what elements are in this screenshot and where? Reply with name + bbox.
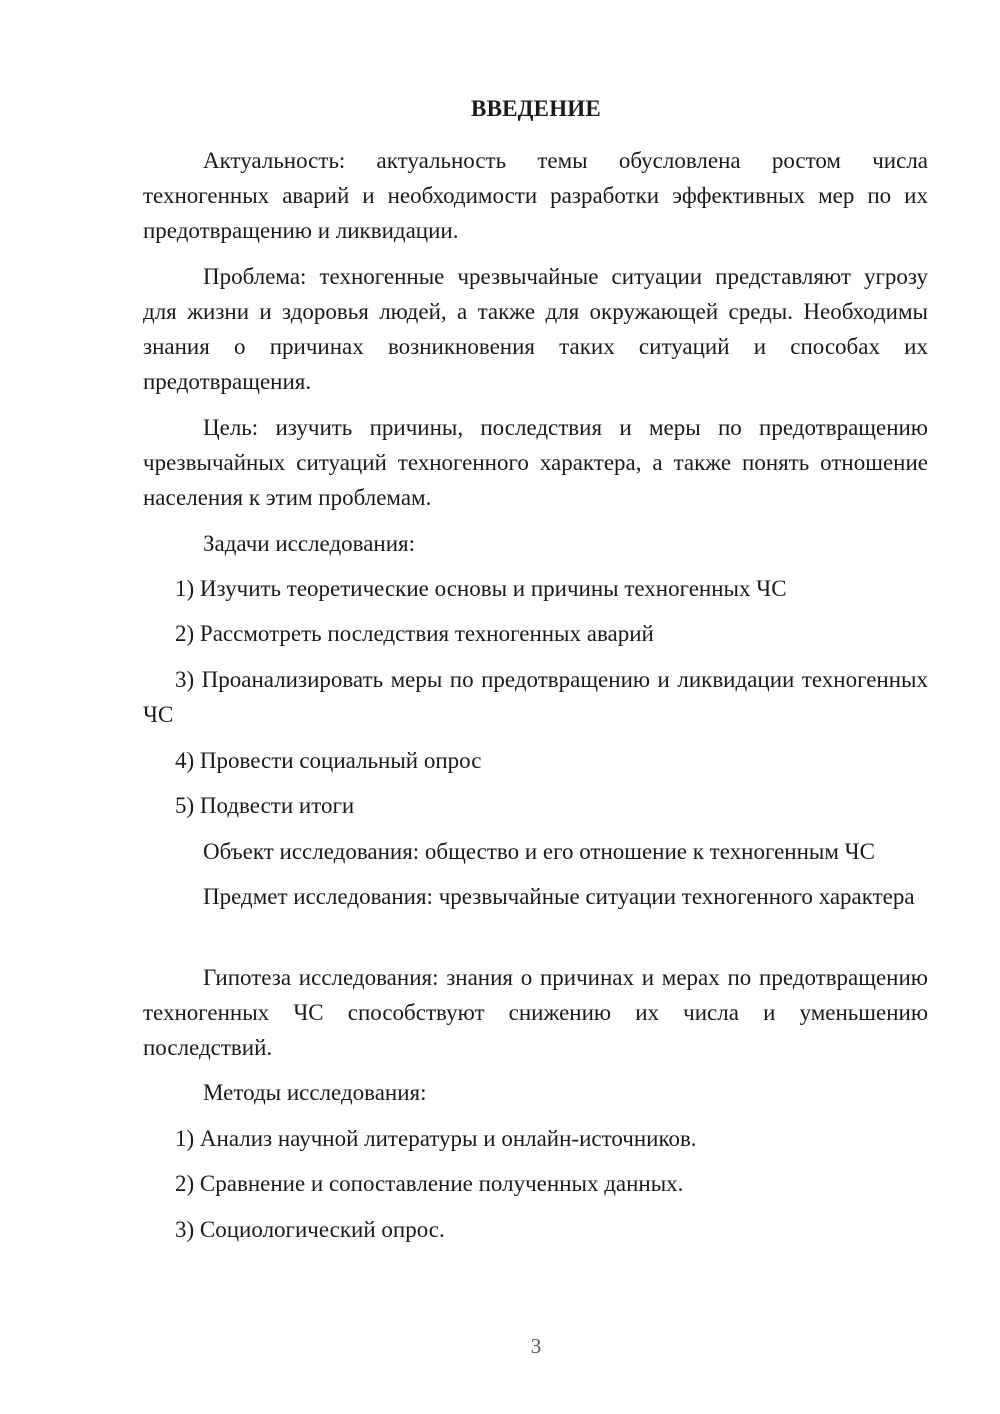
method-item-2: 2) Сравнение и сопоставление полученных данных.: [175, 1171, 684, 1196]
goal-paragraph: Цель: изучить причины, последствия и меры по предотвращению чрезвычайных ситуаций техногенного характера, а также понять отношение населения к этим проблемам.: [143, 415, 928, 510]
task-item-2: 2) Рассмотреть последствия техногенных аварий: [175, 621, 654, 646]
task-item-4: 4) Провести социальный опрос: [175, 748, 482, 773]
tasks-heading: Задачи исследования:: [203, 531, 416, 556]
task-item-1: 1) Изучить теоретические основы и причины техногенных ЧС: [175, 576, 787, 601]
subject-paragraph: Предмет исследования: чрезвычайные ситуации техногенного характера: [203, 884, 915, 909]
method-item-3: 3) Социологический опрос.: [175, 1217, 445, 1242]
methods-heading: Методы исследования:: [203, 1080, 427, 1105]
task-item-3: 3) Проанализировать меры по предотвращению и ликвидации техногенных ЧС: [143, 667, 928, 727]
method-item-1: 1) Анализ научной литературы и онлайн-источников.: [175, 1126, 697, 1151]
hypothesis-paragraph: Гипотеза исследования: знания о причинах и мерах по предотвращению техногенных ЧС способствуют снижению их числа и уменьшению последствий.: [143, 965, 928, 1060]
page-number: 3: [530, 1334, 542, 1358]
task-item-5: 5) Подвести итоги: [175, 793, 355, 818]
object-paragraph: Объект исследования: общество и его отношение к техногенным ЧС: [203, 839, 875, 864]
relevance-paragraph: Актуальность: актуальность темы обусловлена ростом числа техногенных аварий и необходимости разработки эффективных мер по их предотвращению и ликвидации.: [143, 148, 928, 243]
problem-paragraph: Проблема: техногенные чрезвычайные ситуации представляют угрозу для жизни и здоровья людей, а также для окружающей среды. Необходимы знания о причинах возникновения таких ситуаций и способах их предотвращения.: [143, 264, 928, 394]
page-title: ВВЕДЕНИЕ: [471, 96, 601, 121]
